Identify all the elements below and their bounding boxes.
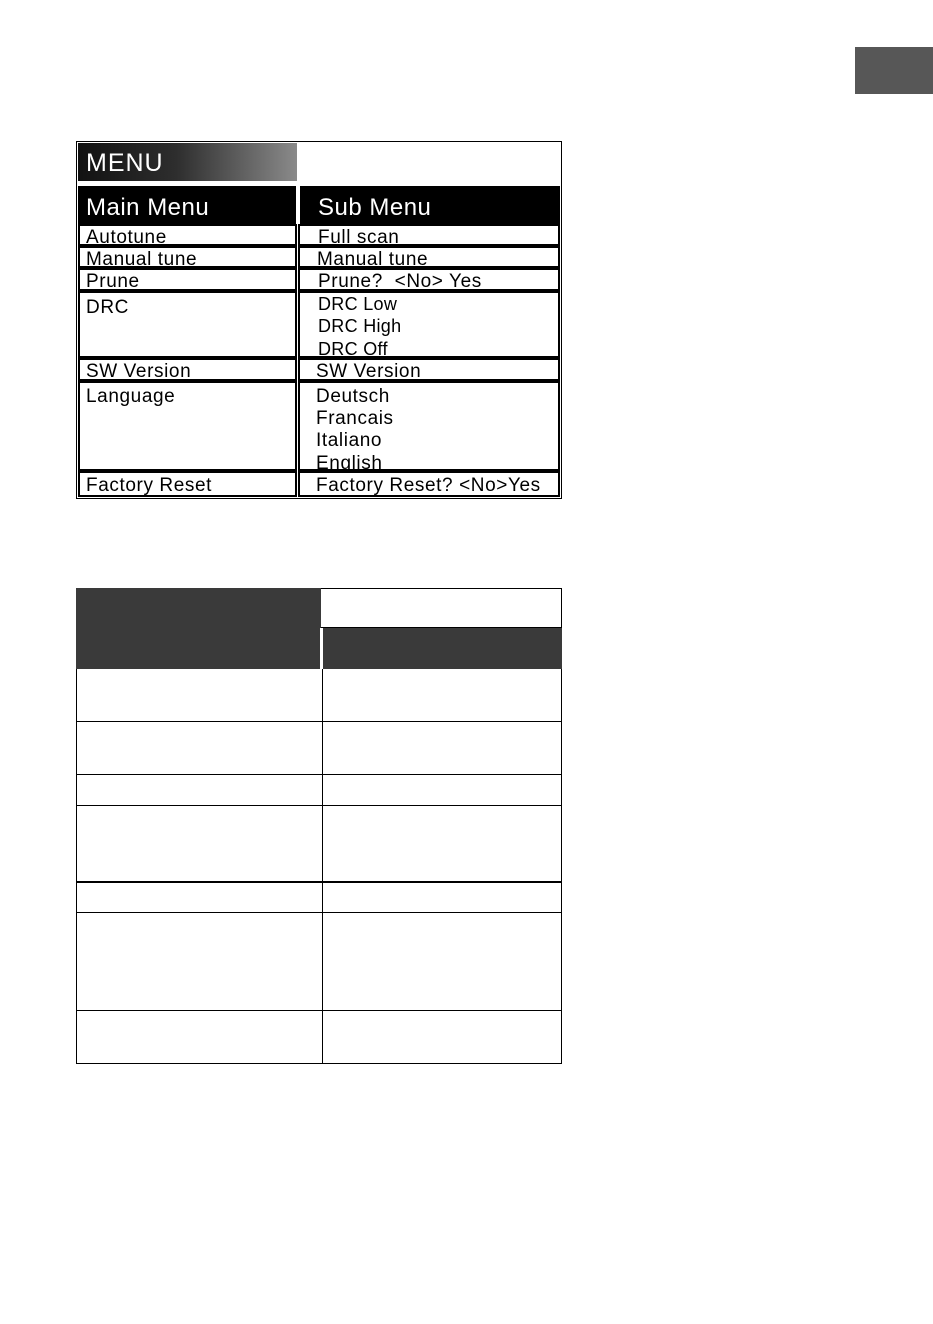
sub-item-label: Prune? <No> Yes (318, 271, 482, 292)
sub-item-label: DRC High (318, 316, 402, 336)
blank-table-body (76, 669, 562, 1064)
main-item-label: Autotune (86, 227, 167, 248)
sub-item-label: Deutsch (316, 386, 390, 407)
sub-item-label: Manual tune (317, 249, 429, 270)
sub-menu-heading: Sub Menu (318, 194, 432, 221)
sub-item-label: DRC Off (318, 339, 388, 359)
blank-row-divider (77, 805, 561, 806)
menu-row-sw-version (78, 358, 560, 381)
blank-column-divider (322, 669, 323, 1063)
blank-row-divider (77, 912, 561, 913)
blank-row-divider (77, 721, 561, 722)
blank-header-row (76, 628, 562, 669)
menu-row-language (78, 381, 560, 474)
sub-item-label: Factory Reset? <No>Yes (316, 475, 541, 496)
sub-item-label: Full scan (318, 227, 400, 248)
blank-row-divider (77, 774, 561, 775)
blank-header-divider (320, 628, 323, 669)
main-item-label: SW Version (86, 361, 192, 382)
main-item-label: Factory Reset (86, 475, 213, 496)
sub-item-label: DRC Low (318, 294, 398, 314)
sub-item-label: English (316, 453, 383, 474)
main-item-label: DRC (86, 297, 129, 318)
menu-row-drc (78, 291, 560, 358)
sub-item-label: SW Version (316, 361, 422, 382)
main-item-label: Manual tune (86, 249, 198, 270)
header-divider (296, 186, 300, 224)
menu-row-manual-tune (78, 246, 560, 268)
main-item-label: Language (86, 386, 176, 407)
language-tab (855, 47, 933, 94)
blank-row-divider (77, 881, 561, 883)
main-item-label: Prune (86, 271, 140, 292)
blank-menu-table (76, 588, 562, 1064)
blank-row-divider (77, 1010, 561, 1011)
blank-title-spacer (321, 588, 562, 628)
sub-item-label: Italiano (316, 430, 383, 451)
menu-row-prune (78, 268, 560, 291)
menu-row-autotune (78, 224, 560, 246)
menu-row-factory-reset (78, 471, 560, 497)
sub-item-label: Francais (316, 408, 394, 429)
blank-title-bar (76, 588, 321, 628)
menu-header-row (78, 186, 560, 224)
menu-title: MENU (78, 143, 297, 181)
menu-diagram (76, 141, 562, 499)
main-menu-heading: Main Menu (86, 194, 210, 221)
